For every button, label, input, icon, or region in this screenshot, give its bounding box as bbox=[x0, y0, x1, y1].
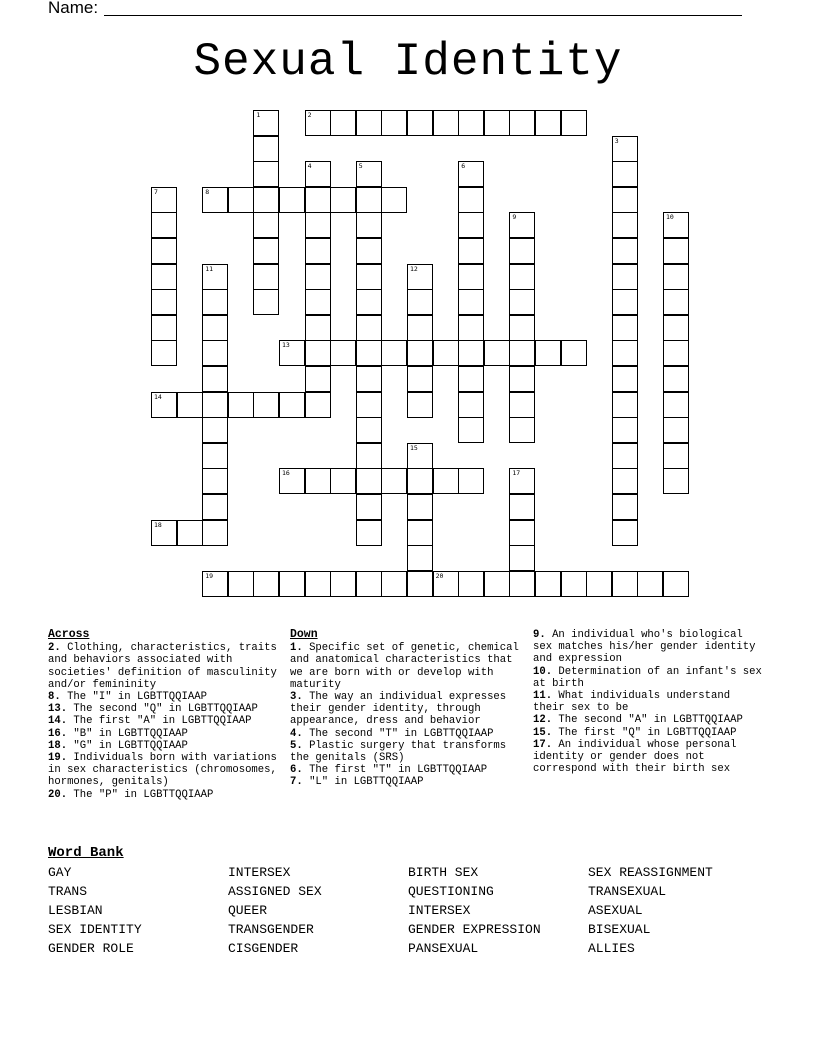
clue-number: 17. bbox=[533, 738, 553, 751]
grid-cell[interactable] bbox=[177, 520, 203, 546]
word-bank-item: PANSEXUAL bbox=[408, 941, 479, 956]
grid-cell[interactable] bbox=[561, 571, 587, 597]
clue bbox=[48, 752, 280, 789]
clue-number: 5. bbox=[290, 739, 303, 752]
clue-number: 20. bbox=[48, 788, 68, 801]
grid-cell[interactable] bbox=[253, 136, 279, 162]
grid-cell[interactable] bbox=[253, 238, 279, 264]
grid-cell[interactable] bbox=[407, 392, 433, 418]
grid-cell[interactable] bbox=[433, 468, 459, 494]
clue bbox=[533, 629, 768, 666]
grid-cell[interactable] bbox=[663, 289, 689, 315]
word-bank-item: BIRTH SEX bbox=[408, 865, 479, 880]
clue-number: 5 bbox=[358, 162, 363, 171]
grid-cell[interactable] bbox=[330, 571, 356, 597]
grid-cell[interactable] bbox=[612, 571, 638, 597]
grid-cell[interactable] bbox=[151, 264, 177, 290]
word-bank-item: SEX IDENTITY bbox=[48, 922, 142, 937]
grid-cell[interactable] bbox=[407, 110, 433, 136]
word-bank-item: GENDER EXPRESSION bbox=[408, 922, 541, 937]
grid-cell[interactable] bbox=[202, 417, 228, 443]
clue bbox=[533, 666, 768, 690]
grid-cell[interactable] bbox=[381, 571, 407, 597]
clue-number: 4 bbox=[307, 162, 312, 171]
grid-cell[interactable] bbox=[458, 366, 484, 392]
grid-cell[interactable] bbox=[381, 187, 407, 213]
clue-number: 2 bbox=[307, 111, 312, 119]
clue-text: An individual who's biological sex matches his/her gender identity and expression bbox=[533, 629, 756, 666]
grid-cell[interactable] bbox=[356, 392, 382, 418]
grid-cell[interactable] bbox=[612, 238, 638, 264]
clue-text: The second "T" in LGBTTQQIAAP bbox=[302, 727, 494, 740]
grid-cell[interactable] bbox=[612, 520, 638, 546]
grid-cell[interactable] bbox=[612, 264, 638, 290]
word-bank-item: ALLIES bbox=[588, 941, 635, 956]
grid-cell[interactable] bbox=[484, 340, 510, 366]
grid-cell[interactable] bbox=[253, 110, 279, 136]
grid-cell[interactable] bbox=[279, 392, 305, 418]
down-clues bbox=[290, 629, 522, 789]
grid-cell[interactable] bbox=[202, 366, 228, 392]
grid-cell[interactable] bbox=[356, 315, 382, 341]
grid-cell[interactable] bbox=[253, 264, 279, 290]
grid-cell[interactable] bbox=[151, 289, 177, 315]
grid-cell[interactable] bbox=[484, 571, 510, 597]
grid-cell[interactable] bbox=[202, 392, 228, 418]
grid-cell[interactable] bbox=[509, 520, 535, 546]
word-bank-item: ASEXUAL bbox=[588, 903, 643, 918]
word-bank-item: QUESTIONING bbox=[408, 884, 494, 899]
grid-cell[interactable] bbox=[509, 392, 535, 418]
clue-number: 14. bbox=[48, 715, 68, 728]
grid-cell[interactable] bbox=[279, 187, 305, 213]
grid-cell[interactable] bbox=[253, 212, 279, 238]
grid-cell[interactable] bbox=[202, 494, 228, 520]
grid-cell[interactable] bbox=[356, 366, 382, 392]
grid-cell[interactable] bbox=[509, 468, 535, 494]
grid-cell[interactable] bbox=[305, 289, 331, 315]
grid-cell[interactable] bbox=[407, 468, 433, 494]
grid-cell[interactable] bbox=[407, 545, 433, 571]
clue-number: 13 bbox=[282, 341, 290, 350]
down-clues-continued bbox=[533, 629, 768, 775]
grid-cell[interactable] bbox=[330, 187, 356, 213]
grid-cell[interactable] bbox=[612, 494, 638, 520]
grid-cell[interactable] bbox=[433, 110, 459, 136]
clue-text: "G" in LGBTTQQIAAP bbox=[67, 739, 188, 752]
grid-cell[interactable] bbox=[305, 264, 331, 290]
grid-cell[interactable] bbox=[612, 136, 638, 162]
clue-number: 9. bbox=[533, 629, 546, 641]
grid-cell[interactable] bbox=[612, 366, 638, 392]
grid-cell[interactable] bbox=[612, 392, 638, 418]
clue-text: Plastic surgery that transforms the genitals (SRS) bbox=[290, 739, 507, 765]
grid-cell[interactable] bbox=[279, 571, 305, 597]
grid-cell[interactable] bbox=[330, 110, 356, 136]
clue-number: 11. bbox=[533, 690, 553, 703]
grid-cell[interactable] bbox=[586, 571, 612, 597]
grid-cell[interactable] bbox=[509, 366, 535, 392]
grid-cell[interactable] bbox=[663, 340, 689, 366]
clue-text: The second "Q" in LGBTTQQIAAP bbox=[67, 703, 258, 716]
grid-cell[interactable] bbox=[407, 366, 433, 392]
grid-cell[interactable] bbox=[356, 161, 382, 187]
grid-cell[interactable] bbox=[663, 571, 689, 597]
clue-number: 18. bbox=[48, 739, 68, 752]
clue-text: The first "A" in LGBTTQQIAAP bbox=[67, 715, 252, 728]
grid-cell[interactable] bbox=[458, 392, 484, 418]
grid-cell[interactable] bbox=[202, 289, 228, 315]
clue bbox=[290, 642, 522, 691]
clue bbox=[290, 764, 522, 776]
clue-number: 7 bbox=[154, 187, 158, 196]
grid-cell[interactable] bbox=[612, 161, 638, 187]
clue-text: What individuals understand their sex to be bbox=[533, 690, 731, 715]
grid-cell[interactable] bbox=[202, 571, 228, 597]
grid-cell[interactable] bbox=[509, 571, 535, 597]
clue-text: Determination of an infant's sex at birth bbox=[533, 665, 762, 690]
clue-number: 2. bbox=[48, 642, 61, 655]
clue-number: 3 bbox=[614, 136, 619, 145]
clue-text: The "P" in LGBTTQQIAAP bbox=[67, 788, 214, 801]
grid-cell[interactable] bbox=[356, 443, 382, 469]
grid-cell[interactable] bbox=[151, 212, 177, 238]
clue bbox=[48, 691, 280, 703]
grid-cell[interactable] bbox=[663, 264, 689, 290]
clue bbox=[48, 740, 280, 752]
word-bank-item: QUEER bbox=[228, 903, 268, 918]
clue bbox=[48, 642, 280, 691]
clue bbox=[533, 727, 768, 739]
clue-number: 6 bbox=[461, 162, 466, 171]
grid-cell[interactable] bbox=[458, 340, 484, 366]
grid-cell[interactable] bbox=[228, 392, 254, 418]
grid-cell[interactable] bbox=[202, 340, 228, 366]
grid-cell[interactable] bbox=[253, 289, 279, 315]
grid-cell[interactable] bbox=[458, 468, 484, 494]
grid-cell[interactable] bbox=[509, 238, 535, 264]
grid-cell[interactable] bbox=[509, 264, 535, 290]
clue bbox=[533, 690, 768, 714]
grid-cell[interactable] bbox=[330, 340, 356, 366]
clue bbox=[533, 714, 768, 726]
clue-number: 9 bbox=[512, 213, 517, 222]
grid-cell[interactable] bbox=[381, 468, 407, 494]
clue bbox=[48, 703, 280, 715]
grid-cell[interactable] bbox=[484, 110, 510, 136]
clue-text: "B" in LGBTTQQIAAP bbox=[67, 727, 188, 740]
down-heading: Down bbox=[290, 628, 318, 641]
grid-cell[interactable] bbox=[305, 187, 331, 213]
clue-number: 14 bbox=[154, 392, 162, 401]
grid-cell[interactable] bbox=[356, 571, 382, 597]
clue-number: 19 bbox=[205, 571, 214, 580]
clue-number: 15 bbox=[410, 443, 418, 452]
grid-cell[interactable] bbox=[509, 110, 535, 136]
grid-cell[interactable] bbox=[407, 264, 433, 290]
grid-cell[interactable] bbox=[612, 443, 638, 469]
clue-text: Specific set of genetic, chemical and anatomical characteristics that we are born with or develop with maturity bbox=[290, 642, 519, 691]
clue-number: 15. bbox=[533, 726, 553, 739]
clue-text: "L" in LGBTTQQIAAP bbox=[302, 776, 424, 789]
clue-number: 19. bbox=[48, 752, 68, 765]
clue-text: An individual whose personal identity or gender does not correspond with their birth sex bbox=[533, 738, 737, 776]
grid-cell[interactable] bbox=[612, 468, 638, 494]
grid-cell[interactable] bbox=[202, 187, 228, 213]
clue-text: Individuals born with variations in sex characteristics (chromosomes, hormones, genitals) bbox=[48, 752, 277, 789]
grid-cell[interactable] bbox=[407, 340, 433, 366]
grid-cell[interactable] bbox=[612, 187, 638, 213]
grid-cell[interactable] bbox=[356, 494, 382, 520]
grid-cell[interactable] bbox=[407, 520, 433, 546]
grid-cell[interactable] bbox=[458, 212, 484, 238]
name-label: Name: bbox=[48, 0, 99, 17]
grid-cell[interactable] bbox=[663, 315, 689, 341]
grid-cell[interactable] bbox=[305, 366, 331, 392]
grid-cell[interactable] bbox=[305, 315, 331, 341]
grid-cell[interactable] bbox=[305, 571, 331, 597]
clue-number: 1 bbox=[256, 111, 261, 119]
clue-text: The first "Q" in LGBTTQQIAAP bbox=[552, 726, 737, 739]
clue-number: 20 bbox=[435, 571, 444, 580]
grid-cell[interactable] bbox=[253, 571, 279, 597]
grid-cell[interactable] bbox=[663, 212, 689, 238]
clue bbox=[290, 740, 522, 764]
grid-cell[interactable] bbox=[305, 161, 331, 187]
clue-number: 10 bbox=[666, 213, 674, 222]
clue-number: 1. bbox=[290, 642, 303, 655]
grid-cell[interactable] bbox=[612, 212, 638, 238]
grid-cell[interactable] bbox=[151, 238, 177, 264]
clue-text: The second "A" in LGBTTQQIAAP bbox=[552, 714, 743, 727]
grid-cell[interactable] bbox=[381, 340, 407, 366]
grid-cell[interactable] bbox=[612, 340, 638, 366]
grid-cell[interactable] bbox=[356, 468, 382, 494]
grid-cell[interactable] bbox=[330, 468, 356, 494]
grid-cell[interactable] bbox=[356, 520, 382, 546]
grid-cell[interactable] bbox=[612, 417, 638, 443]
grid-cell[interactable] bbox=[407, 571, 433, 597]
word-bank-item: GENDER ROLE bbox=[48, 941, 134, 956]
grid-cell[interactable] bbox=[433, 340, 459, 366]
grid-cell[interactable] bbox=[561, 340, 587, 366]
clue-number: 10. bbox=[533, 665, 553, 678]
grid-cell[interactable] bbox=[305, 340, 331, 366]
across-heading: Across bbox=[48, 628, 90, 641]
grid-cell[interactable] bbox=[356, 340, 382, 366]
grid-cell[interactable] bbox=[509, 212, 535, 238]
clue-number: 8. bbox=[48, 691, 61, 704]
grid-cell[interactable] bbox=[253, 392, 279, 418]
grid-cell[interactable] bbox=[561, 110, 587, 136]
grid-cell[interactable] bbox=[663, 468, 689, 494]
grid-cell[interactable] bbox=[151, 187, 177, 213]
word-bank-item: TRANS bbox=[48, 884, 88, 899]
clue-text: The "I" in LGBTTQQIAAP bbox=[60, 691, 207, 704]
grid-cell[interactable] bbox=[151, 340, 177, 366]
grid-cell[interactable] bbox=[305, 392, 331, 418]
grid-cell[interactable] bbox=[356, 212, 382, 238]
grid-cell[interactable] bbox=[305, 110, 331, 136]
grid-cell[interactable] bbox=[356, 110, 382, 136]
grid-cell[interactable] bbox=[151, 392, 177, 418]
clue-number: 16 bbox=[282, 469, 290, 478]
grid-cell[interactable] bbox=[458, 187, 484, 213]
grid-cell[interactable] bbox=[509, 545, 535, 571]
word-bank-item: INTERSEX bbox=[228, 865, 291, 880]
word-bank-item: TRANSGENDER bbox=[228, 922, 314, 937]
clue bbox=[533, 739, 768, 776]
clue bbox=[48, 728, 280, 740]
grid-cell[interactable] bbox=[612, 289, 638, 315]
clue-number: 4. bbox=[290, 727, 303, 740]
grid-cell[interactable] bbox=[305, 238, 331, 264]
clue-number: 12 bbox=[410, 264, 418, 273]
word-bank-item: CISGENDER bbox=[228, 941, 299, 956]
grid-cell[interactable] bbox=[509, 494, 535, 520]
grid-cell[interactable] bbox=[151, 520, 177, 546]
grid-cell[interactable] bbox=[202, 520, 228, 546]
grid-cell[interactable] bbox=[458, 571, 484, 597]
clue-text: Clothing, characteristics, traits and behaviors associated with societies' definition of masculinity and/or femininity bbox=[48, 642, 277, 691]
clue-text: The first "T" in LGBTTQQIAAP bbox=[302, 764, 488, 777]
grid-cell[interactable] bbox=[458, 110, 484, 136]
clue-number: 8 bbox=[205, 187, 210, 196]
grid-cell[interactable] bbox=[509, 289, 535, 315]
clue-number: 16. bbox=[48, 727, 68, 740]
grid-cell[interactable] bbox=[202, 264, 228, 290]
grid-cell[interactable] bbox=[305, 468, 331, 494]
clue bbox=[48, 789, 280, 801]
grid-cell[interactable] bbox=[663, 392, 689, 418]
clue-text: The way an individual expresses their gender identity, through appearance, dress and behavior bbox=[290, 691, 507, 728]
grid-cell[interactable] bbox=[356, 238, 382, 264]
across-clues bbox=[48, 629, 280, 801]
grid-cell[interactable] bbox=[458, 264, 484, 290]
grid-cell[interactable] bbox=[356, 264, 382, 290]
grid-cell[interactable] bbox=[663, 238, 689, 264]
grid-cell[interactable] bbox=[509, 417, 535, 443]
grid-cell[interactable] bbox=[663, 443, 689, 469]
grid-cell[interactable] bbox=[458, 238, 484, 264]
grid-cell[interactable] bbox=[663, 366, 689, 392]
grid-cell[interactable] bbox=[279, 340, 305, 366]
clue-number: 11 bbox=[205, 264, 214, 273]
grid-cell[interactable] bbox=[509, 340, 535, 366]
word-bank-item: GAY bbox=[48, 865, 72, 880]
grid-cell[interactable] bbox=[407, 443, 433, 469]
grid-cell[interactable] bbox=[177, 392, 203, 418]
grid-cell[interactable] bbox=[381, 110, 407, 136]
grid-cell[interactable] bbox=[535, 340, 561, 366]
grid-cell[interactable] bbox=[458, 289, 484, 315]
word-bank-item: TRANSEXUAL bbox=[588, 884, 667, 899]
grid-cell[interactable] bbox=[458, 417, 484, 443]
grid-cell[interactable] bbox=[612, 315, 638, 341]
clue bbox=[48, 715, 280, 727]
word-bank-item: LESBIAN bbox=[48, 903, 103, 918]
grid-cell[interactable] bbox=[279, 468, 305, 494]
clue-number: 3. bbox=[290, 691, 303, 704]
grid-cell[interactable] bbox=[663, 417, 689, 443]
grid-cell[interactable] bbox=[637, 571, 663, 597]
grid-cell[interactable] bbox=[458, 161, 484, 187]
word-bank-title: Word Bank bbox=[48, 845, 124, 861]
grid-cell[interactable] bbox=[305, 212, 331, 238]
clue-number: 6. bbox=[290, 764, 303, 777]
clue-number: 17 bbox=[512, 469, 521, 478]
clue bbox=[290, 728, 522, 740]
grid-cell[interactable] bbox=[509, 315, 535, 341]
grid-cell[interactable] bbox=[407, 315, 433, 341]
grid-cell[interactable] bbox=[356, 417, 382, 443]
grid-cell[interactable] bbox=[202, 315, 228, 341]
grid-cell[interactable] bbox=[202, 468, 228, 494]
clue-number: 18 bbox=[154, 520, 162, 529]
grid-cell[interactable] bbox=[228, 571, 254, 597]
grid-cell[interactable] bbox=[151, 315, 177, 341]
page-title: Sexual Identity bbox=[193, 36, 623, 88]
grid-cell[interactable] bbox=[228, 187, 254, 213]
grid-cell[interactable] bbox=[407, 289, 433, 315]
clue-number: 12. bbox=[533, 714, 553, 727]
grid-cell[interactable] bbox=[253, 161, 279, 187]
grid-cell[interactable] bbox=[356, 289, 382, 315]
clue bbox=[290, 776, 522, 788]
grid-cell[interactable] bbox=[433, 571, 459, 597]
grid-cell[interactable] bbox=[356, 187, 382, 213]
word-bank-item: ASSIGNED SEX bbox=[228, 884, 322, 899]
clue-number: 7. bbox=[290, 776, 303, 789]
word-bank-item: INTERSEX bbox=[408, 903, 471, 918]
grid-cell[interactable] bbox=[458, 315, 484, 341]
word-bank-item: BISEXUAL bbox=[588, 922, 651, 937]
grid-cell[interactable] bbox=[407, 494, 433, 520]
grid-cell[interactable] bbox=[202, 443, 228, 469]
word-bank-item: SEX REASSIGNMENT bbox=[588, 865, 713, 880]
clue-number: 13. bbox=[48, 703, 68, 716]
grid-cell[interactable] bbox=[253, 187, 279, 213]
clue bbox=[290, 691, 522, 728]
grid-cell[interactable] bbox=[535, 110, 561, 136]
grid-cell[interactable] bbox=[535, 571, 561, 597]
